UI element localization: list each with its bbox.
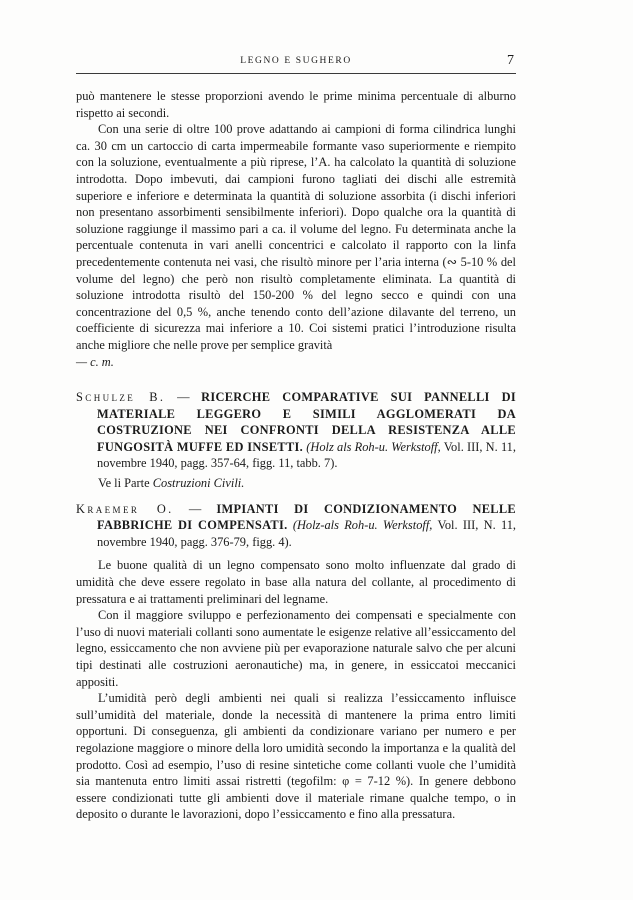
entry-title: RICERCHE COMPARATIVE SUI PANNELLI DI MATERIALE LEGGERO E SIMILI AGGLOMERATI DA COSTRUZIONE NEI CONFRONTI DELLA RESISTENZA ALLE FUNGOSITÀ MUFFE ED INSETTI. (97, 390, 516, 454)
see-also-section: Costruzioni Civili. (152, 476, 245, 491)
entry-source: (Holz als Roh-u. Werkstoff, (306, 439, 441, 454)
entry-dash: — (188, 501, 202, 516)
see-also-prefix: Ve li Parte (98, 476, 150, 491)
entry-details: Vol. III, N. 11, novembre 1940, pagg. 376-79, figg. 4). (97, 518, 517, 549)
intro-paragraph-2 (76, 121, 516, 370)
page-body (76, 88, 516, 823)
entry-heading (76, 501, 516, 551)
header-rule (76, 73, 516, 74)
see-also-note (76, 475, 516, 492)
entry-heading (76, 389, 516, 472)
bibliography-entry-kraemer (76, 501, 516, 551)
bibliography-entry-schulze (76, 389, 516, 492)
intro-paragraph-2-text: Con una serie di oltre 100 prove adattando ai campioni di forma cilindrica lunghi ca. 30 cm un cartoccio di carta impermeabile formante vaso superiormente e riempito con la soluzione, eventualmente a più riprese, l’A. ha calcolato la quantità di soluzione introdotta. Dopo imbevuti, dai campioni furono tagliati dei dischi alle estremità superiore e inferiore e determinata la quantità di soluzione assorbita (i dischi inferiori non presentano assorbimenti sensibilmente inferiori). Dopo qualche ora la quantità di soluzione raggiunge il massimo pari a ca. il volume del legno. Fu determinata anche la percentuale contenuta in vari anelli concentrici e calcolato il rapporto con la linfa precedentemente contenuta nei vasi, che risultò minore per l’aria interna (∾ 5-10 % del volume del legno) che però non risultò completamente eliminata. La quantità di soluzione introdotta risultò del 150-200 % del legno secco e quindi con una concentrazione del 0,5 %, anche tenendo conto dell’azione dilavante del terreno, un coefficiente di sicurezza mai inferiore a 10. Coi sistemi pratici l’introduzione risulta anche migliore che nelle prove per semplice gravità (76, 122, 516, 352)
running-title: LEGNO E SUGHERO (240, 56, 352, 66)
entry-dash: — (177, 390, 190, 405)
kraemer-paragraph-1: Le buone qualità di un legno compensato sono molto influenzate dal grado di umidità che deve essere regolato in base alla natura del collante, al procedimento di pressatura e ai trattamenti preliminari del legname. (76, 558, 516, 606)
intro-signature: — c. m. (76, 354, 114, 369)
entry-source: (Holz-als Roh-u. Werkstoff, (292, 518, 433, 533)
kraemer-paragraph-3: L’umidità però degli ambienti nei quali si realizza l’essiccamento influisce sull’umidità del materiale, donde la necessità di mantenere la prima entro limiti opportuni. Di conseguenza, gli ambienti da condizionare variano per numero e per regolazione maggiore o minore della loro umidità secondo la importanza e la qualità del prodotto. Così ad esempio, l’uso di resine sintetiche come collanti vuole che l’umidità sia mantenuta entro limiti assai ristretti (tegofilm: φ = 7-12 %). In genere debbono essere condizionati tutte gli ambienti dove il materiale rimane qualche tempo, o in deposito o durante le lavorazioni, dopo l’essiccamento e fino alla pressatura. (76, 691, 516, 822)
entry-title: IMPIANTI DI CONDIZIONAMENTO NELLE FABBRICHE DI COMPENSATI. (97, 501, 516, 533)
kraemer-paragraph-2: Con il maggiore sviluppo e perfezionamento dei compensati e specialmente con l’uso di nuovi materiali collanti sono aumentate le esigenze relative all’essiccamento del legno, essiccamento che non avviene più per evaporazione naturale salvo che per alcuni tipi destinati alle costruzioni aeronautiche) ma, in genere, in essiccatoi meccanici appositi. (76, 608, 516, 689)
intro-paragraph-1: può mantenere le stesse proporzioni avendo le prime minima percentuale di alburno rispetto ai secondi. (76, 89, 516, 120)
page-number: 7 (507, 53, 514, 68)
entry-author: Schulze B. (76, 390, 166, 405)
entry-author: Kraemer O. (76, 501, 174, 516)
page-header (76, 54, 516, 74)
entry-details: Vol. III, N. 11, novembre 1940, pagg. 357-64, figg. 11, tabb. 7). (97, 439, 516, 471)
